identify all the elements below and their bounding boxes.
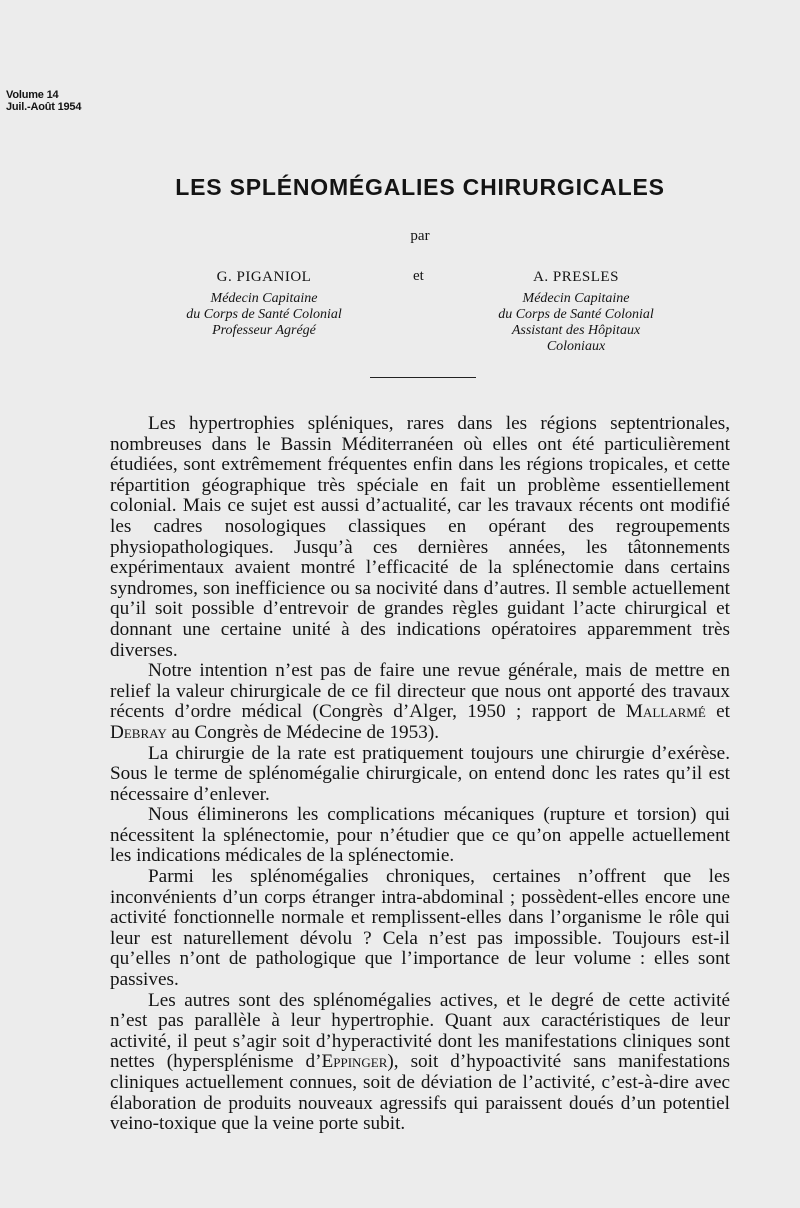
author-name: G. PIGANIOL <box>216 269 312 285</box>
volume-number: Volume 14 <box>6 89 59 101</box>
author-role: Professeur Agrégé <box>212 323 316 338</box>
author-conjunction: et <box>413 268 424 284</box>
byline-par: par <box>410 228 430 244</box>
author-role: Assistant des Hôpitaux <box>511 323 641 338</box>
author-role: Coloniaux <box>546 339 606 354</box>
author-role: Médecin Capitaine <box>522 291 630 306</box>
divider-rule <box>370 377 476 378</box>
paragraph-text: au Congrès de Médecine de 1953). <box>166 721 440 743</box>
paragraph-text: ), soit d’hypoactivité sans manifestations cliniques actuellement connues, soit de déviation de l’activité, c’est-à-dire avec élaboration de produits nouveaux agressifs qui paraissent doués d’un potentiel veino-toxique que la veine porte subit. <box>110 1051 730 1135</box>
cited-author-mallarme: Mallarmé <box>625 701 706 723</box>
issue-date: Juil.-Août 1954 <box>6 101 82 113</box>
author-presles <box>446 268 706 355</box>
article-body <box>110 414 730 1135</box>
author-name: A. PRESLES <box>533 269 619 285</box>
cited-author-eppinger: Eppinger <box>321 1051 388 1073</box>
paragraph-6 <box>110 991 730 1135</box>
author-piganiol <box>134 268 394 339</box>
paragraph-1: Les hypertrophies spléniques, rares dans les régions septentrionales, nombreuses dans le Bassin Méditerranéen où elles ont été particulièrement étudiées, sont extrêmement fréquentes enfin dans les régions tropicales, et cette répartition géographique très spéciale en fait un problème essentiellement colonial. Mais ce sujet est aussi d’actualité, car les travaux récents ont modifié les cadres nosologiques classiques en opérant des regroupements physiopathologiques. Jusqu’à ces dernières années, les tâtonnements expérimentaux avaient montré l’efficacité de la splénectomie dans certains syndromes, son inefficience ou sa nocivité dans d’autres. Il semble actuellement qu’il soit possible d’entrevoir de grandes règles guidant l’acte chirurgical et donnant une certaine unité à des indications opératoires apparemment très diverses. <box>110 413 730 661</box>
paragraph-text: Notre intention n’est pas de faire une revue générale, mais de mettre en relief la valeur chirurgicale de ce fil directeur que nous ont apporté des travaux récents d’ordre médical (Congrès d’Alger, 1950 ; rapport de <box>110 660 730 723</box>
paragraph-3: La chirurgie de la rate est pratiquement toujours une chirurgie d’exérèse. Sous le terme de splénomégalie chirurgicale, on entend donc les rates qu’il est nécessaire d’enlever. <box>110 742 730 805</box>
author-role: Médecin Capitaine <box>210 291 318 306</box>
author-role: du Corps de Santé Colonial <box>498 307 654 322</box>
paragraph-text: Les autres sont des splénomégalies actives, et le degré de cette activité n’est pas parallèle à leur hypertrophie. Quant aux caractéristiques de leur activité, il peut s’agir soit d’hyperactivité dont les manifestations cliniques sont nettes (hypersplénisme d’ <box>110 989 730 1073</box>
paragraph-4: Nous éliminerons les complications mécaniques (rupture et torsion) qui nécessitent la splénectomie, pour n’étudier que ce qu’on appelle actuellement les indications médicales de la splénectomie. <box>110 804 730 867</box>
paragraph-2 <box>110 661 730 743</box>
paragraph-text: et <box>705 701 730 723</box>
issue-info <box>6 89 81 113</box>
cited-author-debray: Debray <box>110 721 167 743</box>
article-title: LES SPLÉNOMÉGALIES CHIRURGICALES <box>175 174 665 200</box>
paragraph-5: Parmi les splénomégalies chroniques, certaines n’offrent que les inconvénients d’un corps étranger intra-abdominal ; possèdent-elles encore une activité fonctionnelle normale et remplissent-elles dans l’organisme le rôle qui leur est naturellement dévolu ? Cela n’est pas impossible. Toujours est-il qu’elles n’ont de pathologique que l’importance de leur volume : elles sont passives. <box>110 866 730 991</box>
author-role: du Corps de Santé Colonial <box>186 307 342 322</box>
